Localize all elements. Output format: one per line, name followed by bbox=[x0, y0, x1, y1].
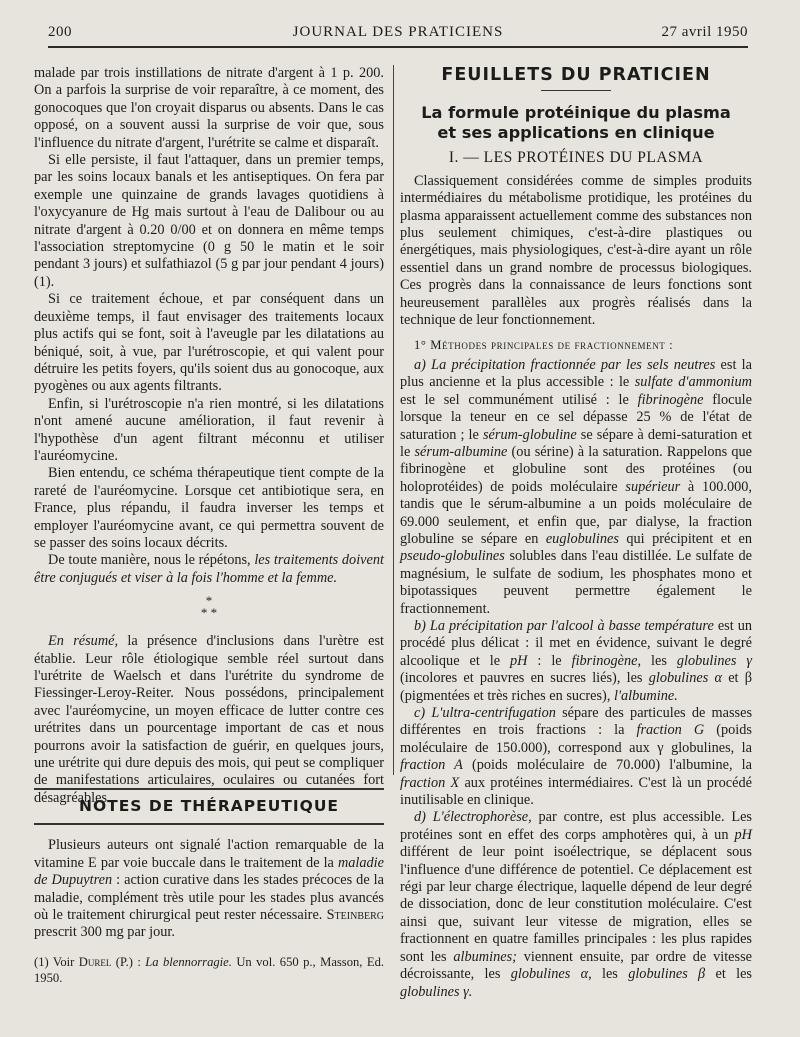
emphasis-text: pH bbox=[510, 652, 528, 669]
book-title: La blennorragie. bbox=[145, 954, 232, 969]
text-run: viennent ensuite, par ordre de vitesse décroissante, les bbox=[400, 948, 752, 983]
emphasis-text: fibrinogène bbox=[571, 652, 638, 669]
emphasis-text: maladie de Dupuytren bbox=[34, 854, 384, 889]
title-rule bbox=[541, 90, 611, 91]
emphasis-text: L'électrophorèse, bbox=[432, 809, 532, 826]
text-run: à 100.000, tandis que le sérum-albumine a un poids moléculaire de 69.000 seulement, et enfin que, par dialyse, la fraction globuline se sépare en bbox=[400, 478, 752, 547]
text-run: est un procédé plus délicat : il met en évidence, suivant le degré alcoolique et le bbox=[400, 617, 753, 669]
emphasis-text: les traitements doivent être conjugués et viser à la fois l'homme et la femme. bbox=[34, 552, 384, 586]
text-run: les bbox=[591, 966, 629, 983]
footnote bbox=[34, 954, 384, 986]
emphasis-text: globulines γ bbox=[676, 652, 752, 669]
emphasis-text: fraction A bbox=[400, 757, 463, 774]
emphasis-text: albumines; bbox=[453, 948, 517, 965]
notes-section bbox=[34, 788, 384, 986]
separator-star: * bbox=[205, 593, 213, 609]
item-label: b) bbox=[414, 617, 430, 634]
emphasis-text: supérieur bbox=[625, 478, 681, 495]
emphasis-text: La précipitation par l'alcool à basse température bbox=[429, 617, 714, 634]
emphasis-text: sérum-albumine bbox=[414, 443, 508, 460]
left-column bbox=[34, 65, 384, 807]
emphasis-text: pH bbox=[734, 826, 752, 843]
text-run: : le bbox=[527, 652, 572, 669]
emphasis-text: pseudo-globulines bbox=[400, 548, 505, 565]
paragraph bbox=[34, 552, 384, 587]
text-run: : action curative dans les stades précoces de la maladie, complément très utile pour les stades plus avancés où le traitement chirurgical peut rester nécessaire. bbox=[34, 872, 384, 924]
article-title-line: La formule protéinique du plasma bbox=[421, 103, 731, 123]
paragraph: Enfin, si l'urétroscopie n'a rien montré, si les dilatations n'ont amené aucune amélioration, il faut revenir à l'hypothèse d'un agent filtrant méconnu et utiliser l'auréomycine. bbox=[34, 395, 384, 464]
text-run: (P.) : bbox=[111, 954, 146, 969]
emphasis-text: globulines β bbox=[628, 966, 706, 983]
emphasis-text: La précipitation fractionnée par les sels neutres bbox=[431, 356, 716, 373]
text-run: (poids moléculaire de 70.000) l'albumine, la bbox=[462, 757, 752, 774]
paragraph: Si ce traitement échoue, et par conséquent dans un deuxième temps, il faut envisager des traitements locaux plus actifs qui se font, soit à l'aveugle par les dilatations au béniqué, soit, à vue, par l'urétroscopie, et qui valent pour détruire les petits foyers, qu'ils soient dus au gonocoque, aux pyogènes ou aux agents filtrants. bbox=[34, 291, 384, 395]
paragraph-d bbox=[400, 809, 752, 1000]
emphasis-text: fraction X bbox=[400, 774, 460, 791]
author-name: Durel bbox=[78, 954, 112, 969]
text-run: (incolores et pauvres en sucres liés), les bbox=[400, 670, 649, 687]
emphasis-text: sulfate d'ammonium bbox=[634, 374, 752, 391]
separator-stars: * * bbox=[200, 605, 218, 621]
emphasis-text: fraction G bbox=[636, 722, 705, 739]
paragraph-c bbox=[400, 705, 752, 809]
emphasis-text: l'albumine. bbox=[613, 687, 678, 704]
text-run: différent de leur point isoélectrique, se déplacent sous l'influence d'une différence de potentiel. Ce déplacement est régi par leur charge électrique, laquelle dépend de leur degré de dissociation, donc de leur constitution moléculaire. C'est ainsi que, suivant leur vitesse de migration, elles se fractionnent en quatre familles principales : les plus rapides sont les bbox=[400, 844, 752, 965]
part-title: I. — LES PROTÉINES DU PLASMA bbox=[448, 149, 704, 167]
section-title: FEUILLETS DU PRATICIEN bbox=[441, 65, 711, 85]
text-run: flocule lorsque la teneur en ce sel dépasse 25 % de l'état de saturation ; le bbox=[400, 391, 752, 443]
emphasis-text: sérum-globuline bbox=[482, 426, 577, 443]
text-run: Un vol. 650 p., Masson, Ed. 1950. bbox=[34, 954, 385, 985]
emphasis-text: euglobulines bbox=[545, 530, 619, 547]
text-run: (poids moléculaire de 150.000), correspond aux γ globulines, la bbox=[400, 722, 752, 756]
notes-title: NOTES DE THÉRAPEUTIQUE bbox=[78, 797, 339, 815]
text-run: la présence d'inclusions dans l'urètre est établie. Leur rôle étiologique semble réel surtout dans l'urétrite de Waelsch et dans l'urétrite du syndrome de Fiessinger-Leroy-Reiter. Nous possédons, principalement avec l'auréomycine, un moyen efficace de lutter contre ces urétrites dans un pourcentage important de cas et nous pourrons avoir la satisfaction de guérir, en quelques jours, une urétrite qui dure depuis des mois, qui peut se compliquer de manifestations articulaires, oculaires ou cutanées fort désagréables. bbox=[34, 633, 384, 806]
header-rule bbox=[48, 46, 748, 48]
text-run: (ou sérine) à la saturation. Rappelons que fibrinogène et globuline sont des protéines (ou holoprotéides) de poids moléculaire bbox=[400, 443, 752, 495]
emphasis-text: En résumé, bbox=[48, 633, 119, 650]
text-run: et β (pigmentées et très riches en sucres), bbox=[400, 670, 752, 704]
text-run: aux protéines intermédiaires. C'est là un procédé inutilisable en clinique. bbox=[400, 774, 752, 809]
notes-title-box bbox=[34, 788, 384, 825]
emphasis-text: globulines α, bbox=[510, 966, 592, 983]
paragraph: Si elle persiste, il faut l'attaquer, dans un premier temps, par les soins locaux banals et les antiseptiques. On fera par exemple une quinzaine de grands lavages quotidiens à l'oxycyanure de Hg mais surtout à l'eau de Dalibour ou au nitrate d'argent à 0.20 0/00 et on donnera en même temps l'association streptomycine (0 g 50 le matin et le soir pendant 3 jours) et sulfathiazol (5 g par jour pendant 4 jours) (1). bbox=[34, 152, 384, 290]
author-name: Steinberg bbox=[326, 907, 384, 924]
text-run: qui précipitent et en bbox=[618, 530, 753, 547]
emphasis-text: fibrinogène bbox=[637, 391, 704, 408]
text-run: est la plus ancienne et la plus accessible : le bbox=[400, 356, 752, 391]
text-run: par contre, est plus accessible. Les protéines sont en effet des corps amphotères qui, à un bbox=[400, 809, 752, 843]
article-title-line: et ses applications en clinique bbox=[437, 123, 715, 143]
paragraph: malade par trois instillations de nitrate d'argent à 1 p. 200. On a parfois la surprise de voir reparaître, à ce moment, des gonocoques que l'on croyait disparus ou absents. Dans le cas opposé, on a souvent aussi la surprise de voir que, sous l'influence du nitrate d'argent, l'urétrite se calme et disparaît. bbox=[34, 65, 384, 151]
text-run: De toute manière, nous le répétons, bbox=[48, 552, 255, 569]
right-column bbox=[400, 65, 752, 1001]
page-number: 200 bbox=[48, 24, 72, 40]
methods-heading: 1° Méthodes principales de fractionnement : bbox=[414, 338, 674, 353]
article-title bbox=[400, 103, 752, 143]
text-run: (1) Voir bbox=[34, 954, 79, 969]
text-run: sépare des particules de masses différentes en trois fractions : la bbox=[400, 705, 753, 739]
text-run: prescrit 300 mg par jour. bbox=[34, 924, 175, 941]
paragraph bbox=[34, 837, 384, 941]
text-run: , les bbox=[637, 652, 677, 669]
text-run: solubles dans l'eau distillée. Le sulfate de magnésium, le sulfate de sodium, les phosphates mono et bipotassiques peuvent permettre également le fractionnement. bbox=[400, 548, 752, 617]
column-divider bbox=[393, 65, 394, 775]
item-label: a) bbox=[414, 356, 432, 373]
emphasis-text: L'ultra-centrifugation bbox=[431, 705, 556, 721]
emphasis-text: globulines α bbox=[648, 670, 722, 687]
section-separator bbox=[34, 595, 384, 619]
journal-title: JOURNAL DES PRATICIENS bbox=[292, 24, 504, 40]
paragraph-b bbox=[400, 618, 752, 705]
item-label: c) bbox=[414, 705, 432, 721]
paragraph bbox=[34, 633, 384, 807]
paragraph-a bbox=[400, 357, 752, 618]
text-run: et les bbox=[705, 966, 752, 983]
item-label: d) bbox=[414, 809, 433, 826]
text-run: se sépare à demi-saturation et le bbox=[400, 426, 752, 460]
page-header bbox=[48, 24, 748, 46]
emphasis-text: globulines γ. bbox=[400, 983, 473, 1000]
paragraph: Classiquement considérées comme de simples produits intermédiaires du métabolisme protidique, les protéines du plasma apparaissent actuellement comme des substances non plus seulement chimiques, c'est-à-dire plastiques ou énergétiques, mais physiologiques, c'est-à-dire ayant un rôle essentiel dans un grand nombre de processus biologiques. Ces progrès dans la connaissance de leurs fonctions sont heureusement parallèles aux progrès réalisés dans la technique de leur fonctionnement. bbox=[400, 172, 752, 329]
text-run: Plusieurs auteurs ont signalé l'action remarquable de la vitamine E par voie buccale dans le traitement de la bbox=[34, 837, 384, 871]
issue-date: 27 avril 1950 bbox=[661, 24, 748, 40]
text-run: est le sel communément utilisé : le bbox=[400, 391, 638, 408]
paragraph: Bien entendu, ce schéma thérapeutique tient compte de la rareté de l'auréomycine. Lorsque cet antibiotique sera, en France, plus répandu, il faudra inverser les temps et employer l'auréomycine avant, ce qui permettra souvent de se passer des soins locaux décrits. bbox=[34, 465, 384, 551]
